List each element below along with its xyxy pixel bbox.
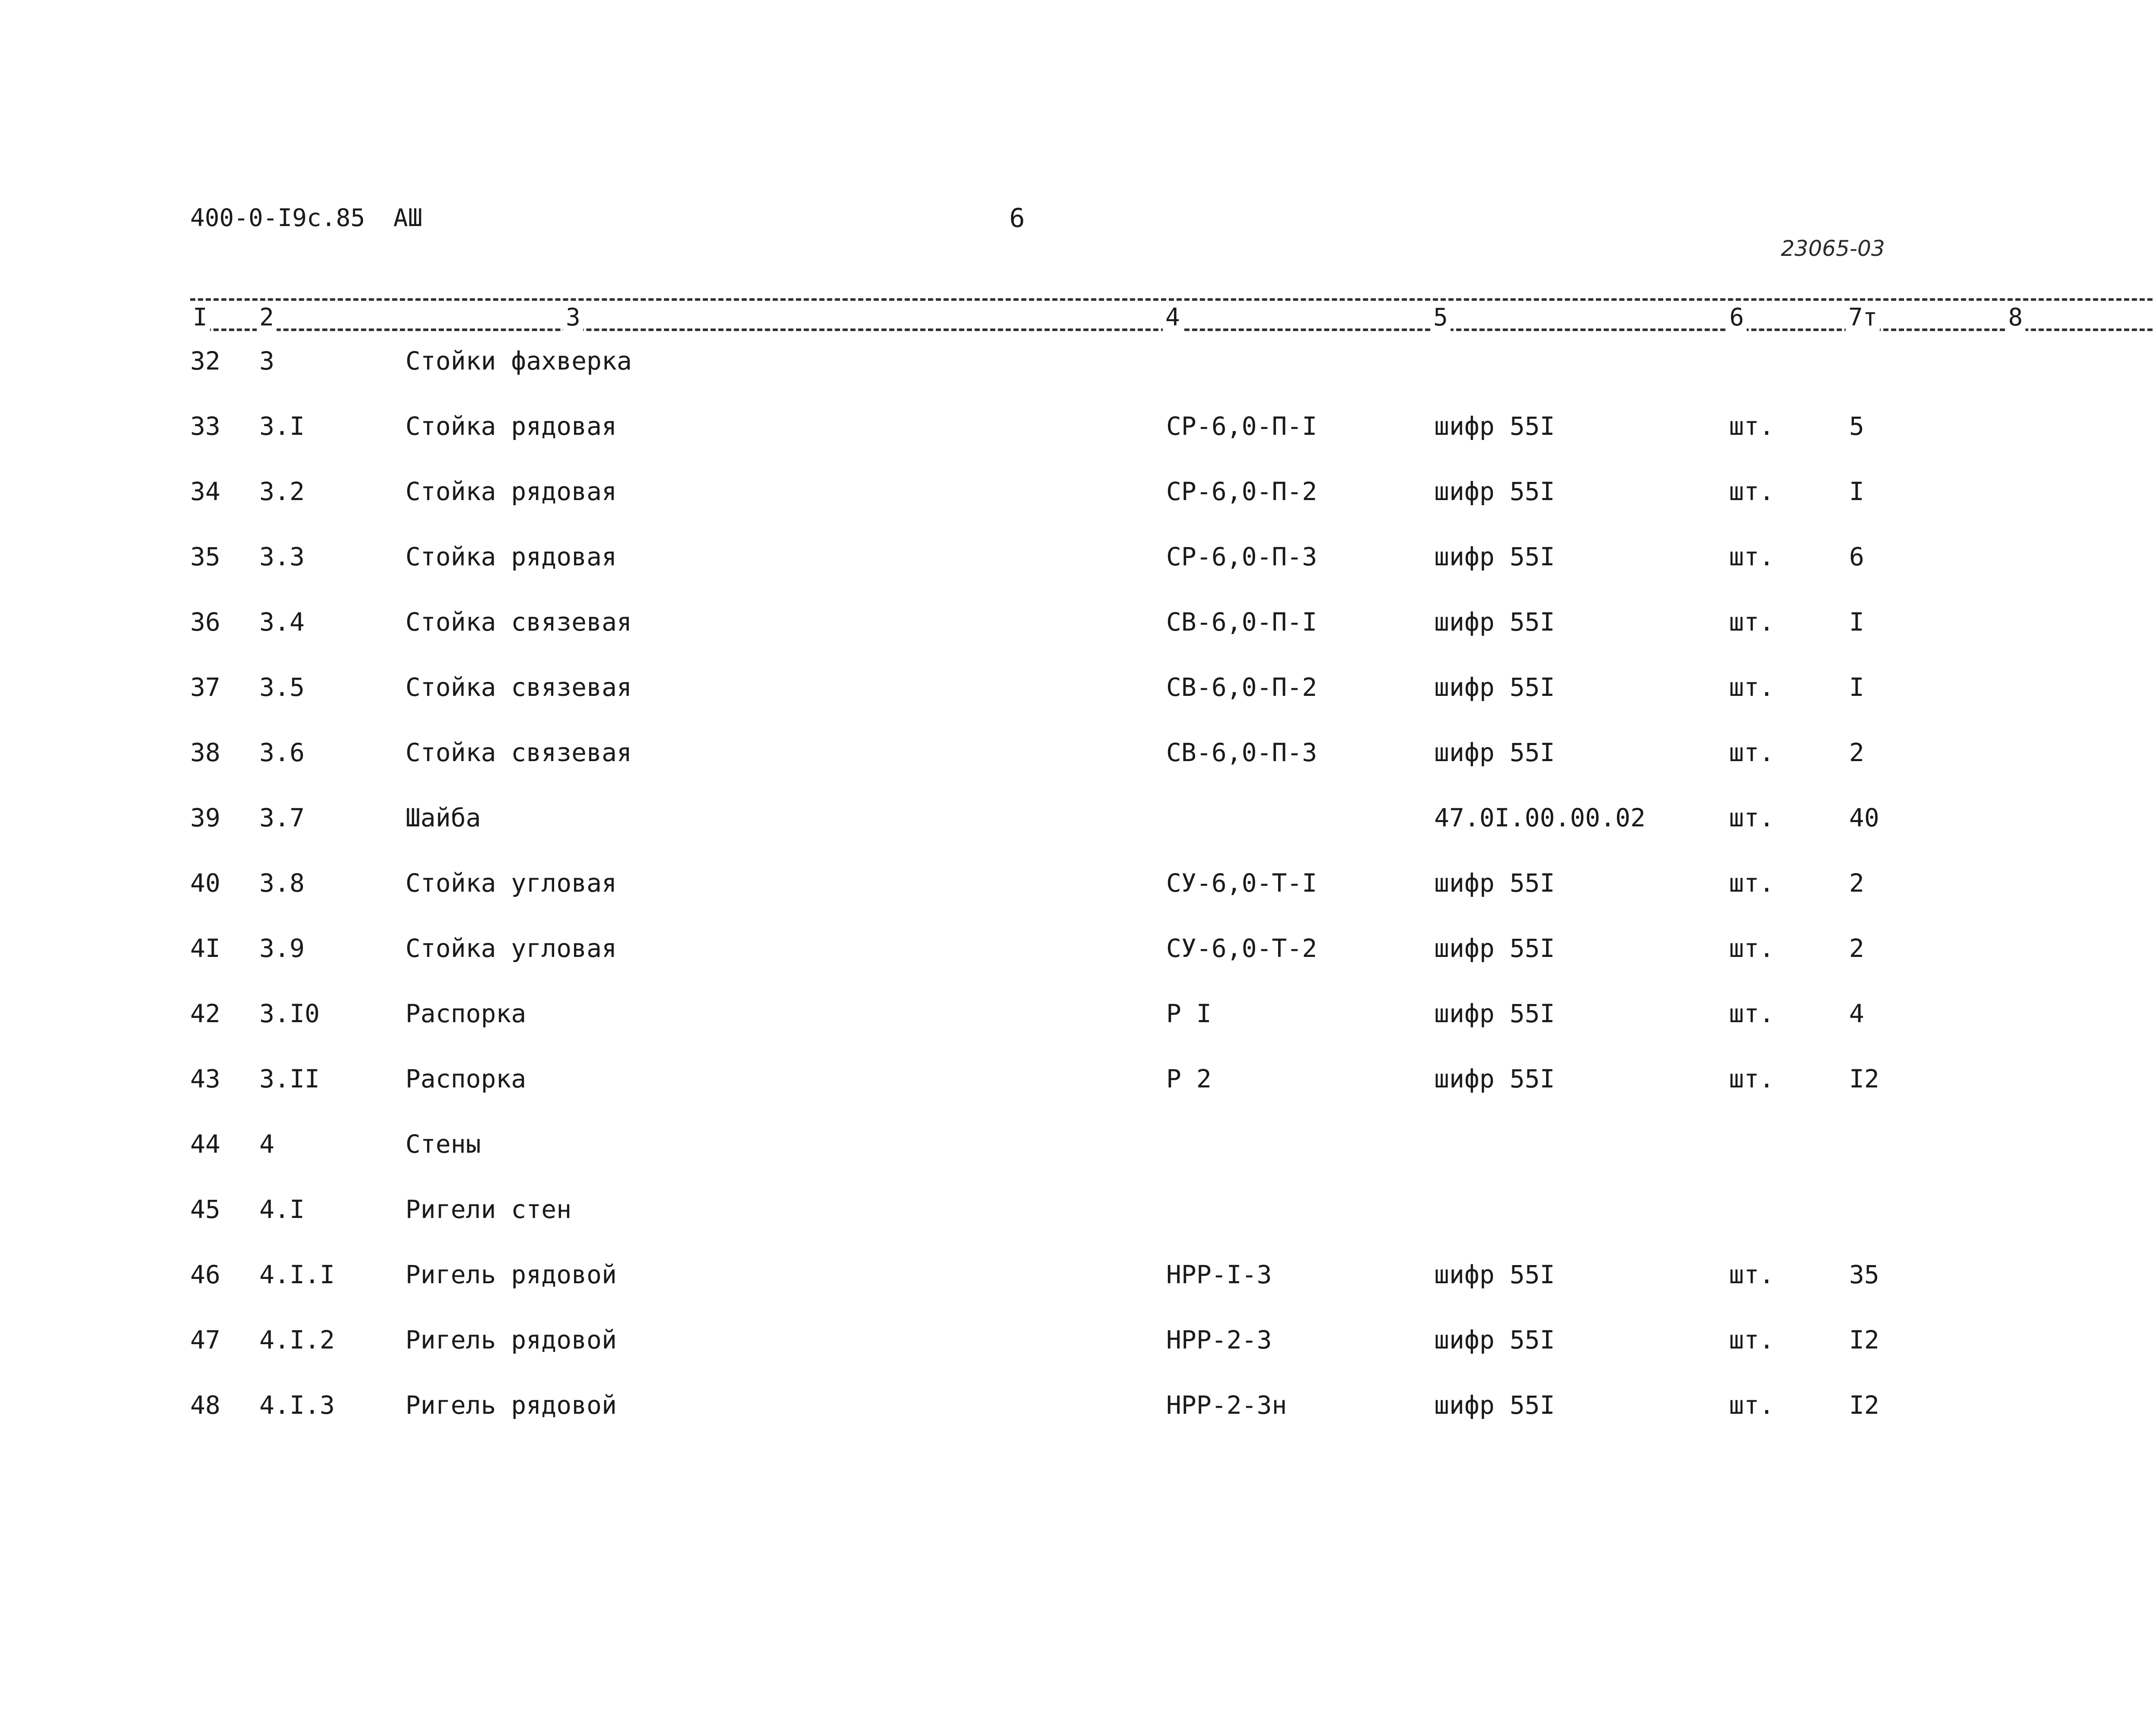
unit: шт. — [1729, 803, 1774, 832]
column-header: 5 — [1431, 303, 1451, 333]
reference-document: шифр 55I — [1434, 868, 1555, 898]
unit: шт. — [1729, 411, 1774, 441]
item-name: Стойка рядовая — [405, 542, 617, 571]
table-row — [0, 607, 2156, 672]
quantity: 40 — [1849, 803, 1879, 832]
position-code: 3.I — [259, 411, 305, 441]
item-name: Стойка угловая — [405, 934, 617, 963]
quantity: I2 — [1849, 1064, 1879, 1093]
document-mark: АШ — [393, 204, 423, 232]
item-name: Ригель рядовой — [405, 1260, 617, 1289]
quantity: I2 — [1849, 1390, 1879, 1420]
row-number: 46 — [190, 1260, 220, 1289]
quantity: 5 — [1849, 411, 1864, 441]
table-row — [0, 542, 2156, 607]
reference-document: шифр 55I — [1434, 411, 1555, 441]
row-number: 48 — [190, 1390, 220, 1420]
item-mark: СВ-6,0-П-2 — [1166, 673, 1317, 702]
position-code: 4.I.I — [259, 1260, 335, 1289]
unit: шт. — [1729, 673, 1774, 702]
reference-document: шифр 55I — [1434, 477, 1555, 506]
table-row — [0, 803, 2156, 868]
item-mark: СВ-6,0-П-I — [1166, 607, 1317, 637]
table-row — [0, 1129, 2156, 1194]
unit: шт. — [1729, 999, 1774, 1028]
row-number: 44 — [190, 1129, 220, 1159]
item-mark: СУ-6,0-Т-I — [1166, 868, 1317, 898]
position-code: 4 — [259, 1129, 274, 1159]
column-header: 3 — [563, 303, 583, 333]
quantity: 2 — [1849, 934, 1864, 963]
item-mark: СУ-6,0-Т-2 — [1166, 934, 1317, 963]
row-number: 43 — [190, 1064, 220, 1093]
reference-document: шифр 55I — [1434, 738, 1555, 767]
unit: шт. — [1729, 934, 1774, 963]
item-name: Стойки фахверка — [405, 346, 632, 376]
position-code: 3.6 — [259, 738, 305, 767]
row-number: 4I — [190, 934, 220, 963]
table-row — [0, 411, 2156, 476]
reference-document: шифр 55I — [1434, 1325, 1555, 1355]
item-mark: СР-6,0-П-3 — [1166, 542, 1317, 571]
position-code: 3.II — [259, 1064, 320, 1093]
quantity: I — [1849, 673, 1864, 702]
position-code: 3 — [259, 346, 274, 376]
table-row — [0, 998, 2156, 1064]
archive-number: 23065-03 — [1781, 236, 1885, 261]
row-number: 37 — [190, 673, 220, 702]
row-number: 45 — [190, 1195, 220, 1224]
unit: шт. — [1729, 607, 1774, 637]
quantity: I — [1849, 607, 1864, 637]
table-row — [0, 476, 2156, 542]
row-number: 36 — [190, 607, 220, 637]
position-code: 3.8 — [259, 868, 305, 898]
column-header-row — [0, 303, 2156, 333]
unit: шт. — [1729, 1325, 1774, 1355]
row-number: 40 — [190, 868, 220, 898]
quantity: 2 — [1849, 868, 1864, 898]
unit: шт. — [1729, 1390, 1774, 1420]
reference-document: шифр 55I — [1434, 999, 1555, 1028]
reference-document: шифр 55I — [1434, 673, 1555, 702]
position-code: 4.I — [259, 1195, 305, 1224]
item-name: Ригели стен — [405, 1195, 572, 1224]
table-row — [0, 1325, 2156, 1390]
row-number: 34 — [190, 477, 220, 506]
quantity: 2 — [1849, 738, 1864, 767]
reference-document: шифр 55I — [1434, 542, 1555, 571]
table-row — [0, 1064, 2156, 1129]
column-header: 2 — [257, 303, 277, 333]
item-mark: СР-6,0-П-I — [1166, 411, 1317, 441]
column-header: 8 — [2006, 303, 2025, 333]
table-header-rule-top — [190, 298, 2153, 301]
row-number: 38 — [190, 738, 220, 767]
position-code: 3.3 — [259, 542, 305, 571]
reference-document: шифр 55I — [1434, 1260, 1555, 1289]
row-number: 35 — [190, 542, 220, 571]
column-header: 7т — [1846, 303, 1880, 333]
row-number: 33 — [190, 411, 220, 441]
reference-document: шифр 55I — [1434, 607, 1555, 637]
reference-document: 47.0I.00.00.02 — [1434, 803, 1646, 832]
item-mark: НРР-I-3 — [1166, 1260, 1272, 1289]
unit: шт. — [1729, 868, 1774, 898]
position-code: 3.4 — [259, 607, 305, 637]
item-mark: НРР-2-3н — [1166, 1390, 1287, 1420]
table-row — [0, 868, 2156, 933]
position-code: 3.2 — [259, 477, 305, 506]
item-name: Шайба — [405, 803, 481, 832]
item-mark: СР-6,0-П-2 — [1166, 477, 1317, 506]
document-code: 400-0-I9с.85 — [190, 204, 365, 232]
item-name: Стойка связевая — [405, 607, 632, 637]
table-row — [0, 1390, 2156, 1455]
table-row — [0, 1259, 2156, 1325]
row-number: 42 — [190, 999, 220, 1028]
quantity: I — [1849, 477, 1864, 506]
page-number: 6 — [1009, 203, 1025, 233]
item-name: Стойка связевая — [405, 673, 632, 702]
item-name: Стойка связевая — [405, 738, 632, 767]
unit: шт. — [1729, 738, 1774, 767]
position-code: 3.5 — [259, 673, 305, 702]
position-code: 3.7 — [259, 803, 305, 832]
item-name: Стойка рядовая — [405, 411, 617, 441]
quantity: 4 — [1849, 999, 1864, 1028]
item-mark: Р I — [1166, 999, 1212, 1028]
row-number: 47 — [190, 1325, 220, 1355]
column-header: I — [190, 303, 210, 333]
item-name: Распорка — [405, 999, 526, 1028]
quantity: 6 — [1849, 542, 1864, 571]
item-name: Ригель рядовой — [405, 1390, 617, 1420]
reference-document: шифр 55I — [1434, 934, 1555, 963]
table-row — [0, 1194, 2156, 1259]
quantity: 35 — [1849, 1260, 1879, 1289]
column-header: 6 — [1727, 303, 1747, 333]
item-mark: Р 2 — [1166, 1064, 1212, 1093]
unit: шт. — [1729, 1064, 1774, 1093]
unit: шт. — [1729, 1260, 1774, 1289]
item-mark: НРР-2-3 — [1166, 1325, 1272, 1355]
position-code: 4.I.3 — [259, 1390, 335, 1420]
table-row — [0, 672, 2156, 737]
quantity: I2 — [1849, 1325, 1879, 1355]
specification-table — [0, 346, 2156, 1455]
item-name: Стойка рядовая — [405, 477, 617, 506]
table-row — [0, 933, 2156, 998]
position-code: 3.I0 — [259, 999, 320, 1028]
reference-document: шифр 55I — [1434, 1064, 1555, 1093]
position-code: 3.9 — [259, 934, 305, 963]
unit: шт. — [1729, 542, 1774, 571]
reference-document: шифр 55I — [1434, 1390, 1555, 1420]
item-name: Стены — [405, 1129, 481, 1159]
item-name: Распорка — [405, 1064, 526, 1093]
table-row — [0, 737, 2156, 803]
item-mark: СВ-6,0-П-3 — [1166, 738, 1317, 767]
item-name: Стойка угловая — [405, 868, 617, 898]
column-header: 4 — [1163, 303, 1183, 333]
table-row — [0, 346, 2156, 411]
item-name: Ригель рядовой — [405, 1325, 617, 1355]
row-number: 39 — [190, 803, 220, 832]
position-code: 4.I.2 — [259, 1325, 335, 1355]
row-number: 32 — [190, 346, 220, 376]
unit: шт. — [1729, 477, 1774, 506]
